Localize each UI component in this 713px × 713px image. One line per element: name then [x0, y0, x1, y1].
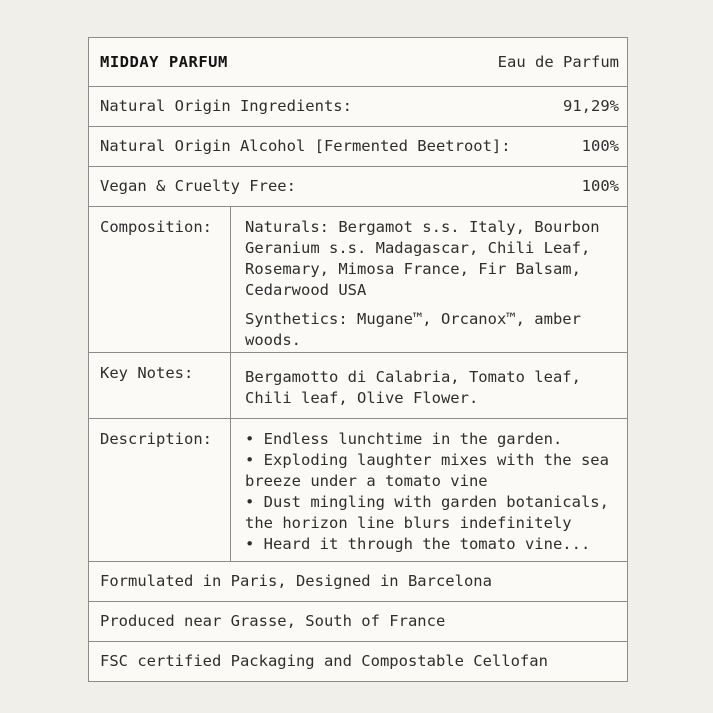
- detail-row-key-notes: [89, 352, 627, 418]
- product-spec-table: [88, 37, 628, 682]
- stat-value: 100%: [581, 177, 619, 195]
- composition-naturals: Naturals: Bergamot s.s. Italy, Bourbon Geranium s.s. Madagascar, Chili Leaf, Rosemary, Mimosa France, Fir Balsam, Cedarwood USA: [245, 218, 600, 299]
- description-label-cell: [89, 419, 231, 561]
- stat-row-natural-origin-alcohol: [89, 126, 627, 166]
- stat-value: 100%: [581, 137, 619, 155]
- footer-row-produced: [89, 601, 627, 641]
- description-bullet: • Endless lunchtime in the garden.: [245, 430, 563, 448]
- stat-label: Natural Origin Alcohol [Fermented Beetroot]:: [100, 137, 511, 155]
- description-bullet: • Exploding laughter mixes with the sea breeze under a tomato vine: [245, 451, 609, 490]
- stat-row-natural-origin-ingredients: [89, 86, 627, 126]
- composition-synthetics: Synthetics: Mugane™, Orcanox™, amber woods.: [245, 310, 581, 349]
- detail-row-description: [89, 418, 627, 561]
- stat-label: Natural Origin Ingredients:: [100, 97, 352, 115]
- description-label: Description:: [100, 430, 212, 448]
- detail-row-composition: [89, 206, 627, 352]
- footer-text: Formulated in Paris, Designed in Barcelona: [100, 572, 492, 590]
- table-header-row: [89, 38, 627, 86]
- description-bullet: • Heard it through the tomato vine...: [245, 535, 591, 553]
- stat-row-vegan-cruelty-free: [89, 166, 627, 206]
- footer-text: Produced near Grasse, South of France: [100, 612, 446, 630]
- key-notes-label-cell: [89, 353, 231, 418]
- description-bullet: • Dust mingling with garden botanicals, the horizon line blurs indefinitely: [245, 493, 609, 532]
- footer-text: FSC certified Packaging and Compostable Cellofan: [100, 652, 548, 670]
- stat-label: Vegan & Cruelty Free:: [100, 177, 296, 195]
- stat-value: 91,29%: [563, 97, 619, 115]
- composition-label-cell: [89, 207, 231, 352]
- product-type: Eau de Parfum: [497, 52, 619, 71]
- footer-row-fsc-packaging: [89, 641, 627, 681]
- footer-row-formulated: [89, 561, 627, 601]
- key-notes-value-cell: [231, 353, 627, 418]
- composition-label: Composition:: [100, 218, 212, 236]
- composition-value-cell: [231, 207, 627, 352]
- key-notes-label: Key Notes:: [100, 364, 194, 382]
- description-value-cell: [231, 419, 627, 561]
- key-notes-text: Bergamotto di Calabria, Tomato leaf, Chili leaf, Olive Flower.: [245, 368, 581, 407]
- product-name: MIDDAY PARFUM: [100, 52, 228, 71]
